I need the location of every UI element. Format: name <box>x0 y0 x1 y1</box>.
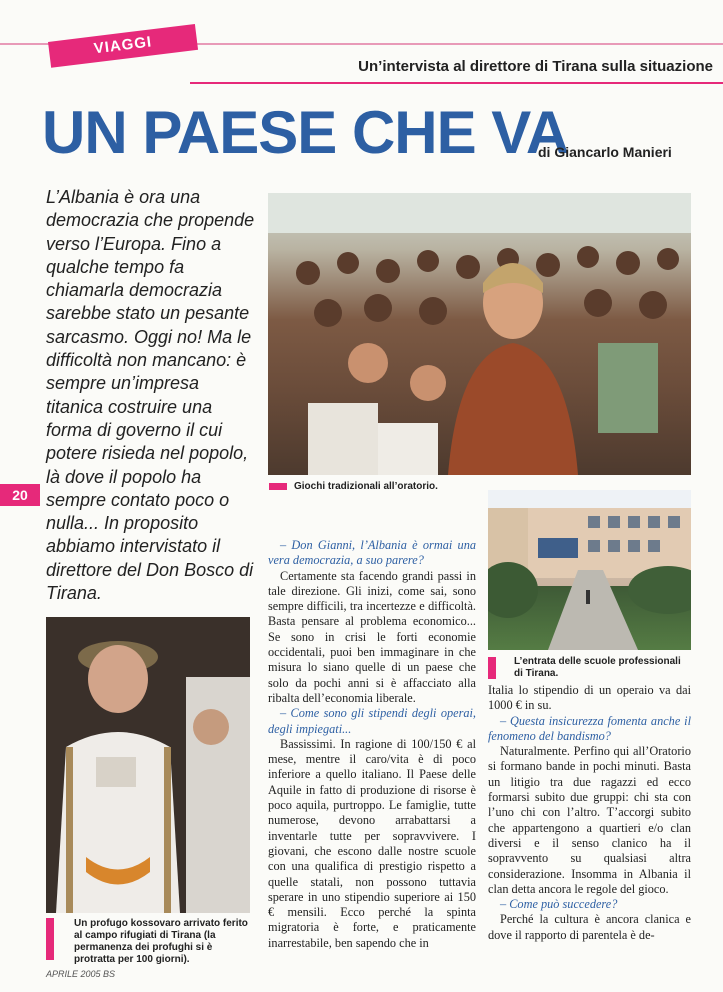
section-tag: VIAGGI <box>48 24 198 68</box>
article-column-middle <box>268 538 476 951</box>
photo-refugee <box>46 617 250 913</box>
photo-school-entrance <box>488 490 691 650</box>
intro-text: L’Albania è ora una democrazia che propende verso l’Europa. Fino a qualche tempo fa chiamarla democrazia sarebbe stato un pesante sarcasmo. Oggi no! Ma le difficoltà non mancano: è sempre un’impresa titanica costruire una forma di governo il cui potere risieda nel popolo, là dove il popolo ha sempre contato poco o nulla... In proposito abbiamo intervistato il direttore del Don Bosco di Tirana. <box>46 187 255 604</box>
interview-question: – Come sono gli stipendi degli operai, degli impiegati... <box>268 706 476 736</box>
interview-answer: Perché la cultura è ancora clanica e dove il rapporto di parentela è de- <box>488 912 691 942</box>
page-number: 20 <box>0 484 40 506</box>
caption-oratory: Giochi tradizionali all’oratorio. <box>294 481 438 492</box>
caption-refugee: Un profugo kossovaro arrivato ferito al campo rifugiati di Tirana (la permanenza dei profughi si è protratta per 100 giorni). <box>74 918 248 965</box>
caption-marker <box>488 657 496 679</box>
crowd-illustration <box>268 193 691 475</box>
refugee-illustration <box>46 617 250 913</box>
interview-question: – Come può succedere? <box>500 897 618 912</box>
caption-marker <box>269 483 287 490</box>
interview-question: – Don Gianni, l’Albania è ormai una vera democrazia, a suo parere? <box>268 538 476 568</box>
interview-answer: Naturalmente. Perfino qui all’Oratorio si formano bande in pochi minuti. Basta un litigio tra due ragazzi ed ecco formarsi subito due gruppi: chi sta con l’uno chi con l’altro. T’accorgi subito che appartengono a quartieri e/o clan diversi e il senso clanico ha il sopravvento su qualsiasi altra considerazione. Insomma in Albania il clan detta ancora le regole del gioco. <box>488 744 691 896</box>
interview-answer: Bassissimi. In ragione di 100/150 € al mese, mentre il caro/vita è di poco inferiore a quello italiano. Il Paese delle Aquile in fatto di produzione di risorse è poco aquila, purtroppo. Le famiglie, tutte numerose, devono arrabattarsi a inventarle tutte per sopravvivere. I giovani, che escono dalle nostre scuole con una qualifica di prestigio rispetto a quelle statali, non possono tuttavia sperare in uno stipendio superiore ai 150 € mensili. Ecco perché la spinta migratoria è forte, e praticamente inarrestabile, ben sapendo che in <box>268 736 476 950</box>
interview-question: – Questa insicurezza fomenta anche il fenomeno del bandismo? <box>488 713 691 743</box>
school-illustration <box>488 490 691 650</box>
photo-oratory-crowd <box>268 193 691 475</box>
article-title: UN PAESE CHE VA <box>42 99 569 166</box>
byline: di Giancarlo Manieri <box>538 144 672 160</box>
caption-marker <box>46 918 54 960</box>
interview-answer-continued: Italia lo stipendio di un operaio va dai 1000 € in su. <box>488 683 691 713</box>
caption-school: L’entrata delle scuole professionali di Tirana. <box>514 656 681 679</box>
kicker-rule <box>190 82 723 84</box>
kicker: Un’intervista al direttore di Tirana sulla situazione <box>358 58 713 75</box>
folio: APRILE 2005 BS <box>46 969 116 979</box>
interview-answer: Certamente sta facendo grandi passi in tale direzione. Gli inizi, come sai, sono sempre difficili, tra incertezze e difficoltà. Basta pensare al problema economico... Se sono in crisi le forti economie occidentali, puoi ben immaginare in che misura lo siano quelle di un paese che solo da pochi anni si è affacciato alla ribalta dell’economia liberale. <box>268 568 476 705</box>
article-column-right <box>488 683 691 943</box>
